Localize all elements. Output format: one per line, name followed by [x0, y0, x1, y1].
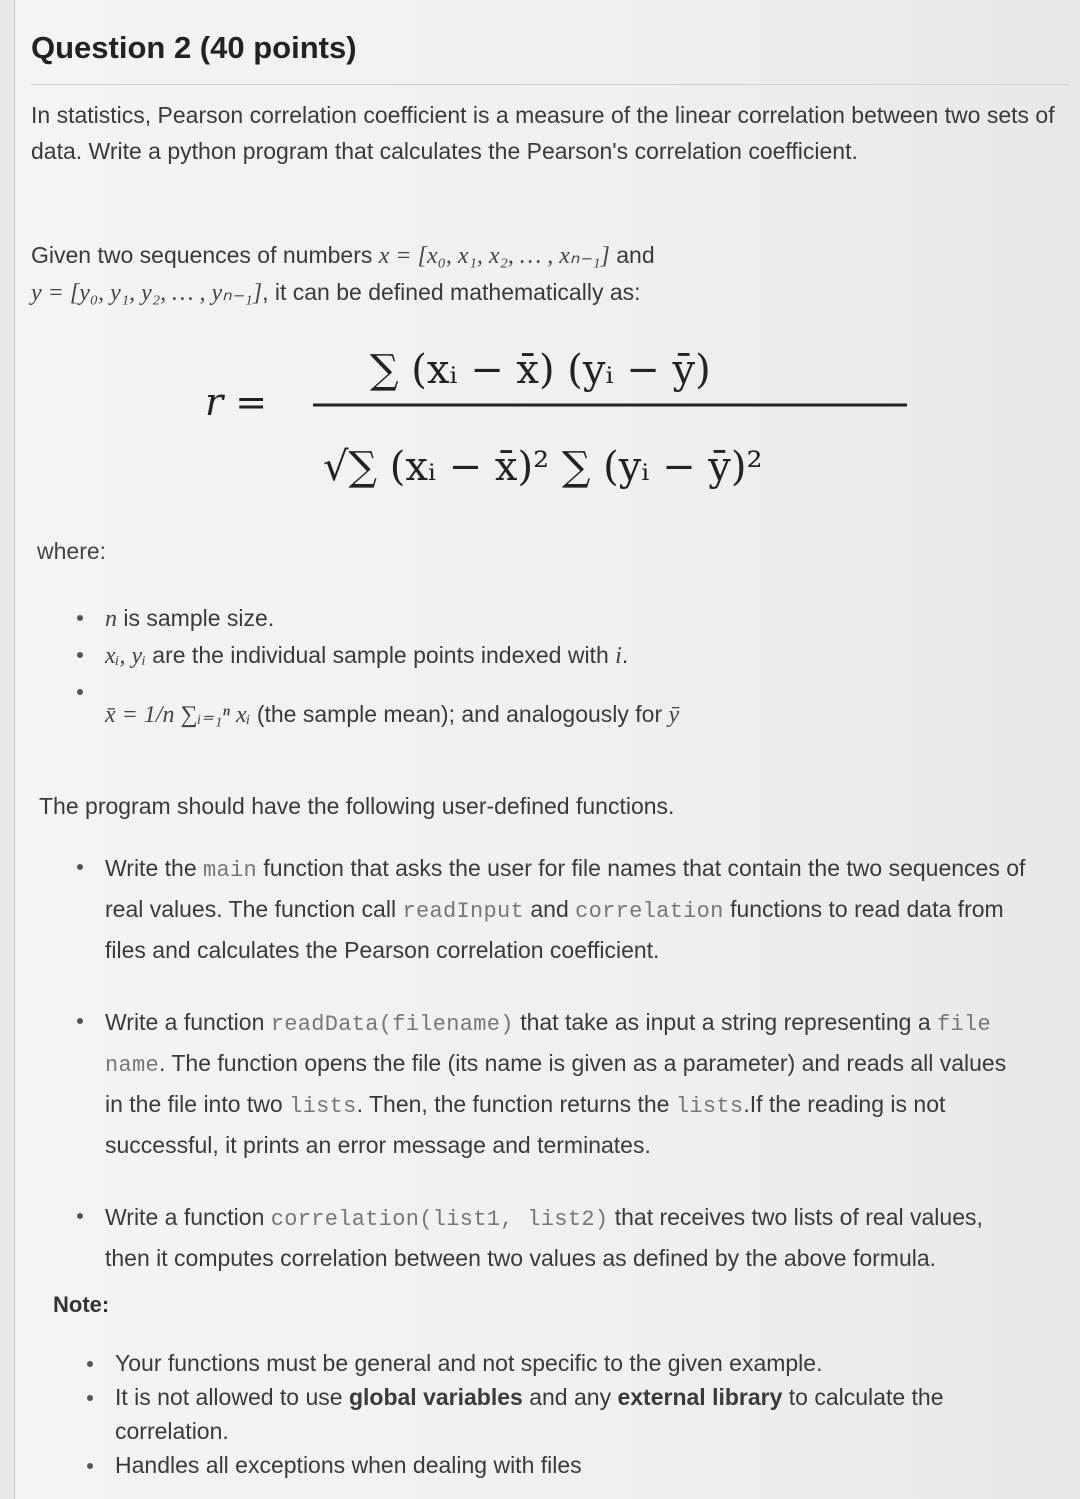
formula-lhs: r = — [205, 380, 268, 424]
mean-formula: x̄ = 1/n ∑ᵢ₌₁ⁿ xᵢ — [105, 702, 251, 728]
given-paragraph: Given two sequences of numbers x = [x₀, x₁, x₂, … , xₙ₋₁] and y = [y₀, y₁, y₂, … , yₙ₋₁], it can be defined mathematically as: — [31, 242, 655, 306]
list-item: n is sample size. — [67, 600, 1047, 637]
list-item: Your functions must be general and not specific to the given example. — [77, 1346, 1037, 1380]
list-item: Handles all exceptions when dealing with files — [77, 1448, 1037, 1482]
y-sequence: y = [y₀, y₁, y₂, … , yₙ₋₁] — [31, 280, 263, 306]
note-label: Note: — [53, 1292, 110, 1317]
question-title: Question 2 (40 points) — [31, 30, 357, 65]
notes-list — [77, 1346, 1037, 1482]
title-divider — [31, 84, 1069, 85]
list-item: Write the main function that asks the user for file names that contain the two sequences of real values. The function call readInput and correlation functions to read data from files and calculates the Pearson correlation coefficient. — [67, 849, 1027, 969]
program-intro: The program should have the following user-defined functions. — [39, 793, 675, 819]
functions-list — [67, 849, 1027, 1311]
definitions-list — [67, 600, 1047, 754]
list-item: x̄ = 1/n ∑ᵢ₌₁ⁿ xᵢ (the sample mean); and analogously for ȳ — [67, 674, 1047, 754]
question-page — [14, 0, 1075, 1499]
list-item: Write a function correlation(list1, list2) that receives two lists of real values, then it computes correlation between two values as defined by the above formula. — [67, 1198, 1027, 1277]
list-item: Write a function readData(filename) that take as input a string representing a file name. The function opens the file (its name is given as a parameter) and reads all values in the file into two lists. Then, the function returns the lists.If the reading is not successful, it prints an error message and terminates. — [67, 1003, 1027, 1164]
list-item: It is not allowed to use global variables and any external library to calculate the correlation. — [77, 1380, 1037, 1448]
formula-denominator: √∑ (xᵢ − x̄)² ∑ (yᵢ − ȳ)² — [323, 444, 763, 490]
x-sequence: x = [x₀, x₁, x₂, … , xₙ₋₁] — [378, 243, 610, 269]
pearson-formula — [195, 335, 935, 520]
where-label: where: — [37, 538, 107, 564]
formula-numerator: ∑ (xᵢ − x̄) (yᵢ − ȳ) — [370, 347, 711, 393]
list-item: xᵢ, yᵢ are the individual sample points indexed with i. — [67, 637, 1047, 674]
intro-paragraph: In statistics, Pearson correlation coefficient is a measure of the linear correlation between two sets of data. Write a python program that calculates the Pearson's correlation coefficient. — [31, 102, 1055, 164]
